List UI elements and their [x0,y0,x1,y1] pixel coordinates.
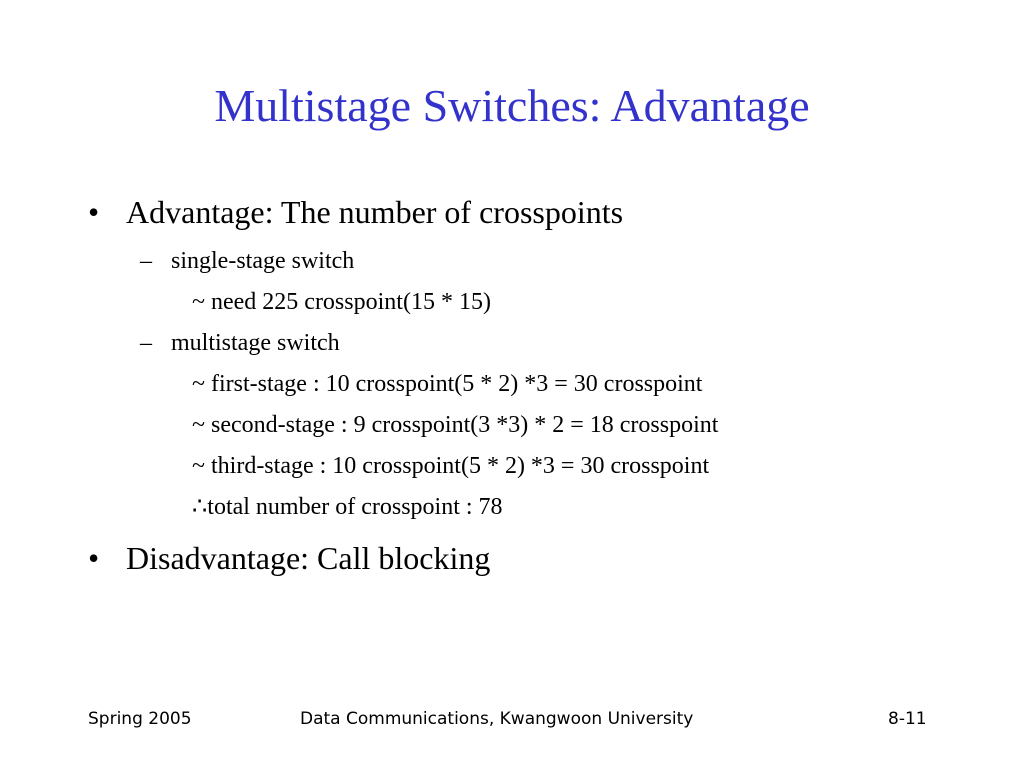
footer-right: 8-11 [888,709,927,729]
subitem-text: single-stage switch [171,248,355,274]
bullet-text: Advantage: The number of crosspoints [126,194,624,230]
slide-title: Multistage Switches: Advantage [214,80,810,131]
bullet-disadvantage [88,538,490,578]
subitem-single-stage [140,246,354,276]
detail-line: ~ first-stage : 10 crosspoint(5 * 2) *3 = 30 crosspoint [192,371,703,397]
detail-line: ~ need 225 crosspoint(15 * 15) [192,289,491,315]
bullet-marker: • [88,540,100,576]
detail-line: ~ third-stage : 10 crosspoint(5 * 2) *3 = 30 crosspoint [192,453,710,479]
footer-left: Spring 2005 [88,709,192,729]
detail-line: ~ second-stage : 9 crosspoint(3 *3) * 2 = 18 crosspoint [192,412,719,438]
footer-center: Data Communications, Kwangwoon University [300,709,694,729]
dash-marker: – [140,248,152,274]
bullet-advantage [88,192,623,232]
dash-marker: – [140,330,152,356]
subitem-text: multistage switch [171,330,340,356]
subitem-multistage [140,328,340,358]
bullet-text: Disadvantage: Call blocking [126,540,491,576]
detail-line: ∴total number of crosspoint : 78 [192,494,503,520]
bullet-marker: • [88,194,100,230]
